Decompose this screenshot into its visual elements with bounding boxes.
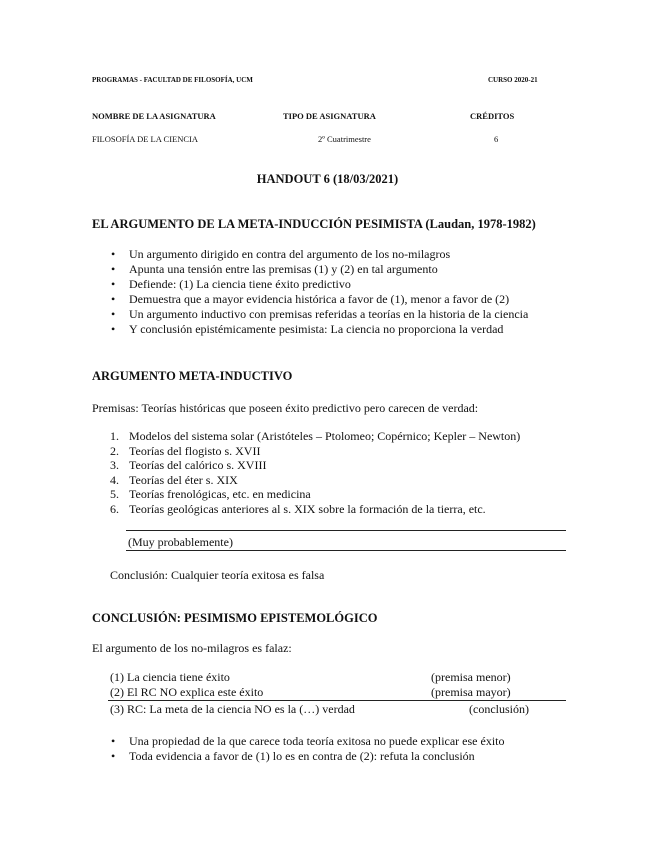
premises-list bbox=[110, 429, 520, 516]
argument-rule bbox=[108, 700, 566, 701]
credits-column-label: CRÉDITOS bbox=[470, 111, 515, 121]
item-text: Teorías frenológicas, etc. en medicina bbox=[129, 487, 311, 501]
section2-title: ARGUMENTO META-INDUCTIVO bbox=[92, 369, 293, 383]
qualifier-text: (Muy probablemente) bbox=[128, 535, 233, 549]
item-text: Teorías geológicas anteriores al s. XIX sobre la formación de la tierra, etc. bbox=[129, 501, 486, 516]
list-item: • Un argumento dirigido en contra del argumento de los no-milagros bbox=[109, 247, 528, 262]
argument-row-1-left: (1) La ciencia tiene éxito bbox=[110, 670, 230, 684]
argument-row-3-right: (conclusión) bbox=[469, 702, 529, 716]
section1-bullet-list bbox=[109, 247, 528, 337]
handout-title: HANDOUT 6 (18/03/2021) bbox=[256, 172, 399, 186]
list-item: • Y conclusión epistémicamente pesimista: La ciencia no proporciona la verdad bbox=[109, 322, 528, 337]
item-text: Modelos del sistema solar (Aristóteles – Ptolomeo; Copérnico; Kepler – Newton) bbox=[129, 429, 521, 443]
credits-value: 6 bbox=[494, 134, 499, 144]
item-number: 4. bbox=[110, 472, 119, 487]
item-number: 3. bbox=[110, 458, 119, 472]
argument-row-3-left: (3) RC: La meta de la ciencia NO es la (…) verdad bbox=[110, 702, 355, 716]
conclusion-text: Conclusión: Cualquier teoría exitosa es falsa bbox=[110, 568, 325, 582]
premises-intro: Premisas: Teorías históricas que poseen éxito predictivo pero carecen de verdad: bbox=[92, 401, 479, 415]
item-text: Teorías del flogisto s. XVII bbox=[129, 443, 261, 458]
section3-bullet-list bbox=[109, 734, 505, 764]
list-item: • Defiende: (1) La ciencia tiene éxito predictivo bbox=[109, 277, 528, 292]
list-item: • Demuestra que a mayor evidencia histórica a favor de (1), menor a favor de (2) bbox=[109, 292, 528, 307]
list-item bbox=[110, 502, 520, 517]
section3-title: CONCLUSIÓN: PESIMISMO EPISTEMOLÓGICO bbox=[92, 611, 378, 625]
list-item bbox=[110, 473, 520, 488]
list-item bbox=[110, 429, 520, 444]
list-item bbox=[110, 458, 520, 473]
type-value: 2º Cuatrimestre bbox=[318, 134, 371, 144]
section3-intro: El argumento de los no-milagros es falaz: bbox=[92, 641, 292, 655]
subject-column-label: NOMBRE DE LA ASIGNATURA bbox=[92, 111, 216, 121]
argument-row-2-right: (premisa mayor) bbox=[431, 685, 511, 699]
course-year: CURSO 2020-21 bbox=[488, 76, 538, 84]
list-item bbox=[110, 487, 520, 502]
qualifier-bottom-rule bbox=[126, 550, 566, 551]
list-item: • Un argumento inductivo con premisas referidas a teorías en la historia de la ciencia bbox=[109, 307, 528, 322]
argument-row-2-left: (2) El RC NO explica este éxito bbox=[110, 685, 264, 699]
list-item bbox=[110, 444, 520, 459]
item-number: 6. bbox=[110, 501, 119, 516]
item-number: 1. bbox=[110, 429, 119, 443]
list-item: • Toda evidencia a favor de (1) lo es en contra de (2): refuta la conclusión bbox=[109, 749, 505, 764]
list-item: • Una propiedad de la que carece toda teoría exitosa no puede explicar ese éxito bbox=[109, 734, 505, 749]
item-text: Teorías del éter s. XIX bbox=[129, 472, 238, 487]
item-number: 2. bbox=[110, 443, 119, 458]
qualifier-top-rule bbox=[126, 530, 566, 531]
list-item: • Apunta una tensión entre las premisas (1) y (2) en tal argumento bbox=[109, 262, 528, 277]
item-text: Teorías del calórico s. XVIII bbox=[129, 458, 267, 472]
program-header: PROGRAMAS - FACULTAD DE FILOSOFÍA, UCM bbox=[92, 76, 253, 84]
item-number: 5. bbox=[110, 487, 119, 501]
argument-row-1-right: (premisa menor) bbox=[431, 670, 511, 684]
type-column-label: TIPO DE ASIGNATURA bbox=[283, 111, 376, 121]
subject-value: FILOSOFÍA DE LA CIENCIA bbox=[92, 134, 199, 144]
section1-title: EL ARGUMENTO DE LA META-INDUCCIÓN PESIMISTA (Laudan, 1978-1982) bbox=[92, 217, 536, 231]
